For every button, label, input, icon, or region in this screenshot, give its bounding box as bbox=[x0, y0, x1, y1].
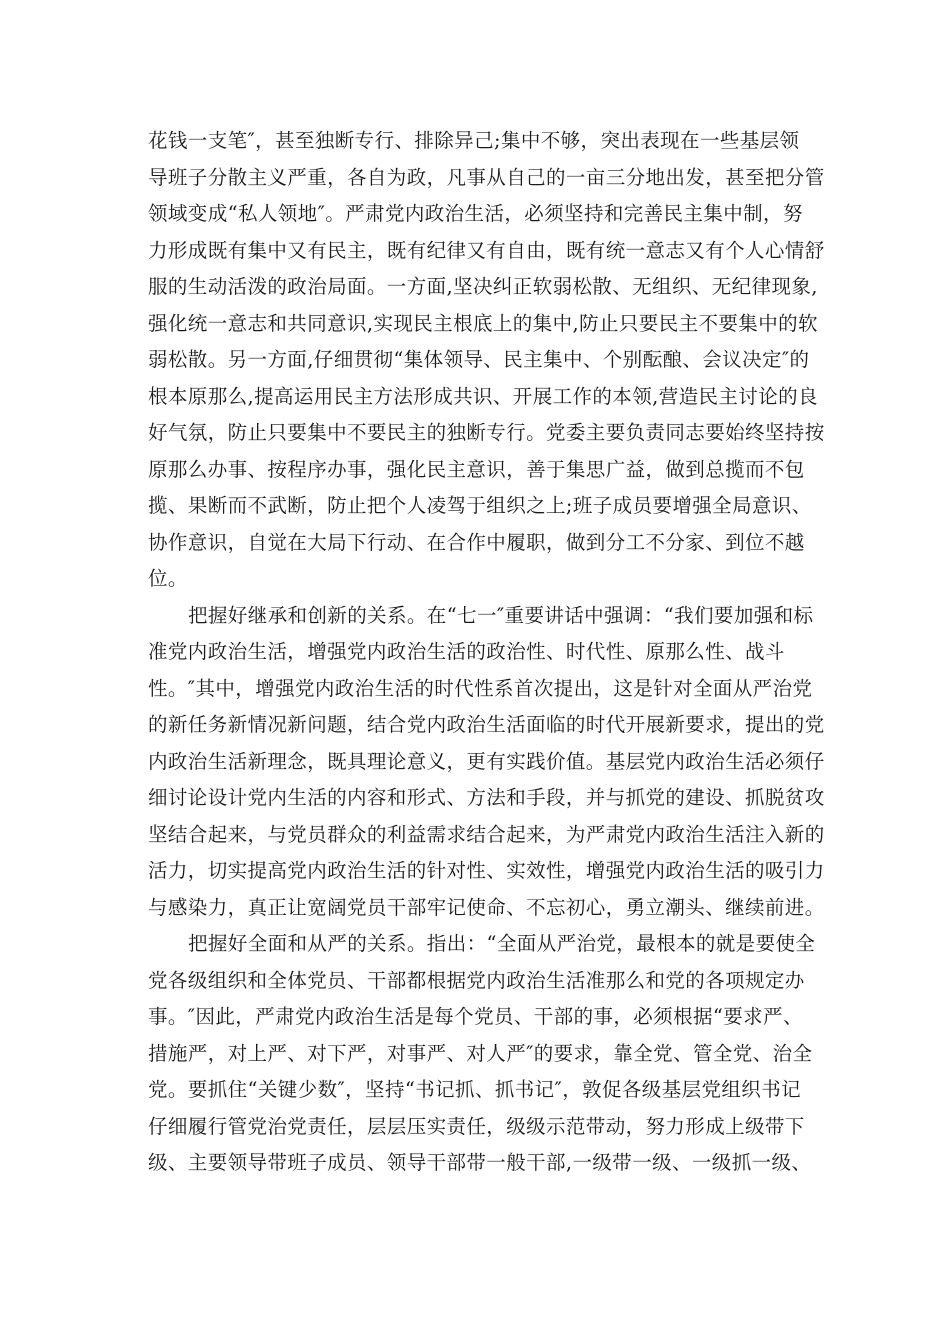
text-line: 花钱一支笔″，甚至独断专行、排除异己;集中不够，突出表现在一些基层领 bbox=[148, 129, 800, 152]
text-line: 准党内政治生活，增强党内政治生活的政治性、时代性、原那么性、战斗 bbox=[148, 640, 785, 663]
text-line: 领域变成“私人领地″。严肃党内政治生活，必须坚持和完善民主集中制，努 bbox=[148, 202, 803, 225]
text-line: 仔细履行管党治党责任，层层压实责任，级级示范带动，努力形成上级带下 bbox=[148, 1114, 805, 1138]
text-line: 党各级组织和全体党员、干部都根据党内政治生活准那么和党的各项规定办 bbox=[148, 968, 805, 992]
text-line: 服的生动活泼的政治局面。一方面,坚决纠正软弱松散、无组织、无纪律现象, bbox=[148, 275, 818, 298]
paragraph-first-line: 把握好继承和创新的关系。在“七一″重要讲话中强调：“我们要加强和标 bbox=[188, 603, 814, 627]
text-line: 协作意识，自觉在大局下行动、在合作中履职，做到分工不分家、到位不越 bbox=[148, 530, 805, 554]
text-line: 导班子分散主义严重，各自为政，凡事从自己的一亩三分地出发，甚至把分管 bbox=[148, 165, 825, 189]
text-line: 措施严，对上严、对下严，对事严、对人严″的要求，靠全党、管全党、治全 bbox=[148, 1041, 813, 1065]
text-line: 与感染力，真正让宽阔党员干部牢记使命、不忘初心，勇立潮头、继续前进。 bbox=[148, 895, 825, 919]
text-line: 活力，切实提高党内政治生活的针对性、实效性，增强党内政治生活的吸引力 bbox=[148, 859, 825, 882]
text-line: 级、主要领导带班子成员、领导干部带一般干部,一级带一级、一级抓一级、 bbox=[148, 1151, 812, 1174]
paragraph-first-line: 把握好全面和从严的关系。指出：“全面从严治党，最根本的就是要使全 bbox=[188, 932, 816, 955]
text-line: 内政治生活新理念，既具理论意义，更有实践价值。基层党内政治生活必须仔 bbox=[148, 749, 825, 773]
text-line: 的新任务新情况新问题，结合党内政治生活面临的时代开展新要求，提出的党 bbox=[148, 713, 825, 736]
text-line: 位。 bbox=[148, 567, 188, 590]
text-line: 弱松散。另一方面,仔细贯彻“集体领导、民主集中、个别酝酿、会议决定″的 bbox=[148, 348, 810, 371]
text-line: 性。″其中，增强党内政治生活的时代性系首次提出，这是针对全面从严治党 bbox=[148, 676, 813, 700]
text-line: 事。″因此，严肃党内政治生活是每个党员、干部的事，必须根据“要求严、 bbox=[148, 1005, 803, 1028]
text-line: 好气氛，防止只要集中不要民主的独断专行。党委主要负责同志要始终坚持按 bbox=[148, 421, 825, 444]
text-line: 揽、果断而不武断，防止把个人凌驾于组织之上;班子成员要增强全局意识、 bbox=[148, 494, 812, 517]
text-line: 党。要抓住“关键少数″，坚持“书记抓、抓书记″，敦促各级基层党组织书记 bbox=[148, 1078, 802, 1101]
text-line: 力形成既有集中又有民主，既有纪律又有自由，既有统一意志又有个人心情舒 bbox=[148, 238, 825, 262]
text-line: 原那么办事、按程序办事，强化民主意识，善于集思广益，做到总揽而不包 bbox=[148, 457, 805, 481]
document-body bbox=[148, 123, 825, 1182]
text-line: 强化统一意志和共同意识,实现民主根底上的集中,防止只要民主不要集中的软 bbox=[148, 311, 818, 335]
text-line: 细讨论设计党内生活的内容和形式、方法和手段，并与抓党的建设、抓脱贫攻 bbox=[148, 786, 825, 809]
text-line: 根本原那么,提高运用民主方法形成共识、开展工作的本领,营造民主讨论的良 bbox=[148, 384, 818, 408]
text-line: 坚结合起来，与党员群众的利益需求结合起来，为严肃党内政治生活注入新的 bbox=[148, 822, 825, 846]
